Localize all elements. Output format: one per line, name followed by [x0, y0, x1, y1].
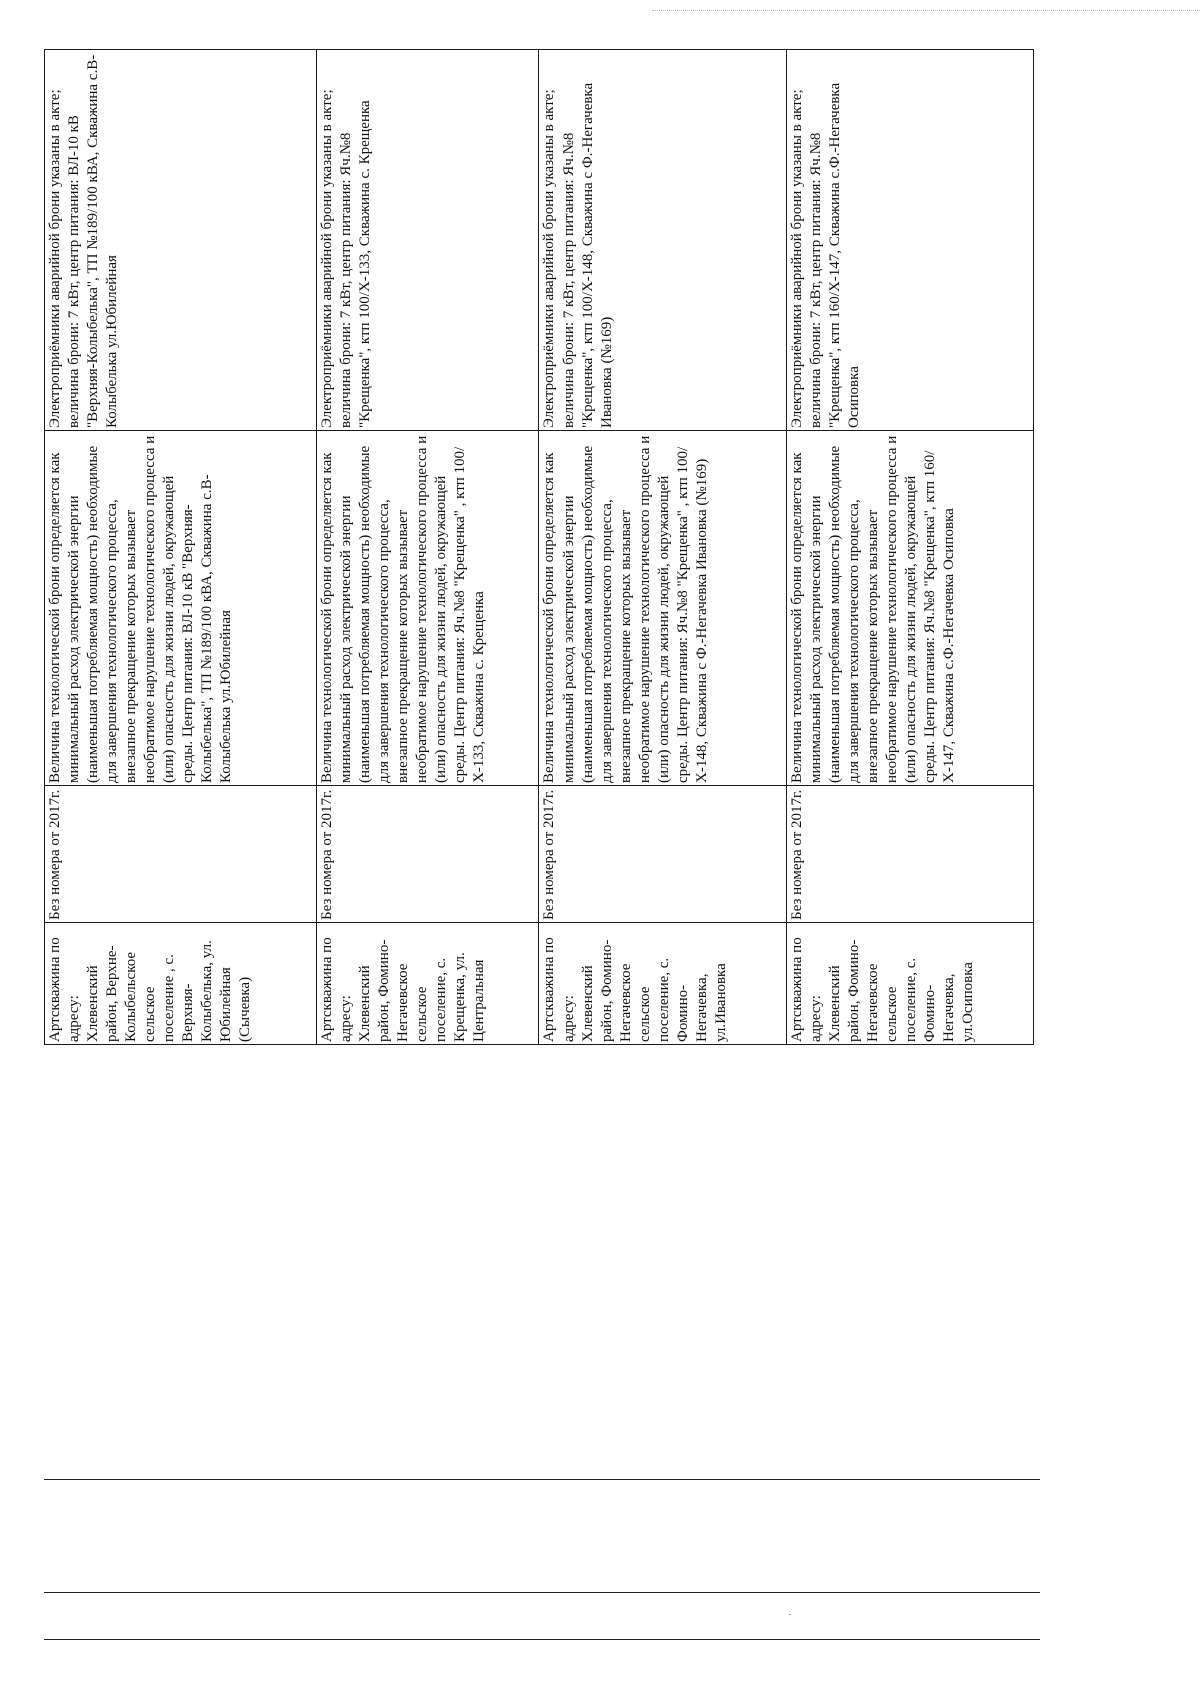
rotated-table-wrapper	[44, 50, 1034, 1045]
technological-reserve-cell: Величина технологической брони определяется как минимальный расход электрической энергии (наименьшая потребляемая мощность) необходимые для завершения технологического процесса, внезапное прекращение которых вызывает необратимое нарушение технологического процесса и (или) опасность для жизни людей, окружающей среды. Центр питания: Яч.№8 "Крещенка" , ктп 100/Х-133, Скважина с. Крещенка	[316, 431, 539, 786]
object-address-cell: Артскважина по адресу: Хлевенский район, Верхне-Колыбельское сельское поселение , с. Верхняя-Колыбелька, ул. Юбилейная (Сычевка)	[45, 923, 317, 1045]
horizontal-rule	[44, 1639, 1040, 1640]
emergency-reserve-cell: Электроприёмники аварийной брони указаны в акте; величина брони: 7 кВт, центр питания: Яч.№8 "Крещенка", ктп 100/Х-148, Скважина с Ф.-Негачевка Ивановка (№169)	[539, 50, 786, 431]
object-address-cell: Артскважина по адресу: Хлевенский район, Фомино-Негачевское сельское поселение, с. Крещенка, ул. Центральная	[316, 923, 539, 1045]
technological-reserve-cell: Величина технологической брони определяется как минимальный расход электрической энергии (наименьшая потребляемая мощность) необходимые для завершения технологического процесса, внезапное прекращение которых вызывает необратимое нарушение технологического процесса и (или) опасность для жизни людей, окружающей среды. Центр питания: ВЛ-10 кВ "Верхняя-Колыбелька", ТП №189/100 кВА, Скважина с.В-Колыбелька ул.Юбилейная	[45, 431, 317, 786]
act-number-cell: Без номера от 2017г.	[786, 786, 1033, 923]
object-address-cell: Артскважина по адресу: Хлевенский район, Фомино-Негачевское сельское поселение, с. Фомино-Негачевка, ул.Осиповка	[786, 923, 1033, 1045]
act-number-cell: Без номера от 2017г.	[45, 786, 317, 923]
technological-reserve-cell: Величина технологической брони определяется как минимальный расход электрической энергии (наименьшая потребляемая мощность) необходимые для завершения технологического процесса, внезапное прекращение которых вызывает необратимое нарушение технологического процесса и (или) опасность для жизни людей, окружающей среды. Центр питания: Яч.№8 "Крещенка", ктп 160/Х-147, Скважина с.Ф.-Негачевка Осиповка	[786, 431, 1033, 786]
horizontal-rule	[44, 1592, 1040, 1593]
horizontal-rule	[44, 1479, 1040, 1480]
emergency-reserve-cell: Электроприёмники аварийной брони указаны в акте; величина брони: 7 кВт, центр питания: Яч.№8 "Крещенка", ктп 160/Х-147, Скважина с.Ф.-Негачевка Осиповка	[786, 50, 1033, 431]
object-address-cell: Артскважина по адресу: Хлевенский район, Фомино-Негачевское сельское поселение, с. Фомино-Негачевка, ул.Ивановка	[539, 923, 786, 1045]
emergency-reserve-cell: Электроприёмники аварийной брони указаны в акте; величина брони: 7 кВт, центр питания: Яч.№8 "Крещенка", ктп 100/Х-133, Скважина с. Крещенка	[316, 50, 539, 431]
emergency-reserve-cell: Электроприёмники аварийной брони указаны в акте; величина брони: 7 кВт, центр питания: ВЛ-10 кВ "Верхняя-Колыбелька", ТП №189/100 кВА, Скважина с.В-Колыбелька ул.Юбилейная	[45, 50, 317, 431]
table-row	[539, 50, 786, 1045]
power-reserve-table	[44, 49, 1034, 1045]
act-number-cell: Без номера от 2017г.	[539, 786, 786, 923]
table-row	[45, 50, 317, 1045]
table-row	[786, 50, 1033, 1045]
table-row	[316, 50, 539, 1045]
scan-artifact-line	[652, 10, 1200, 11]
act-number-cell: Без номера от 2017г.	[316, 786, 539, 923]
technological-reserve-cell: Величина технологической брони определяется как минимальный расход электрической энергии (наименьшая потребляемая мощность) необходимые для завершения технологического процесса, внезапное прекращение которых вызывает необратимое нарушение технологического процесса и (или) опасность для жизни людей, окружающей среды. Центр питания: Яч.№8 "Крещенка" , ктп 100/Х-148, Скважина с Ф.-Негачевка Ивановка (№169)	[539, 431, 786, 786]
scan-speck	[789, 1614, 791, 1615]
